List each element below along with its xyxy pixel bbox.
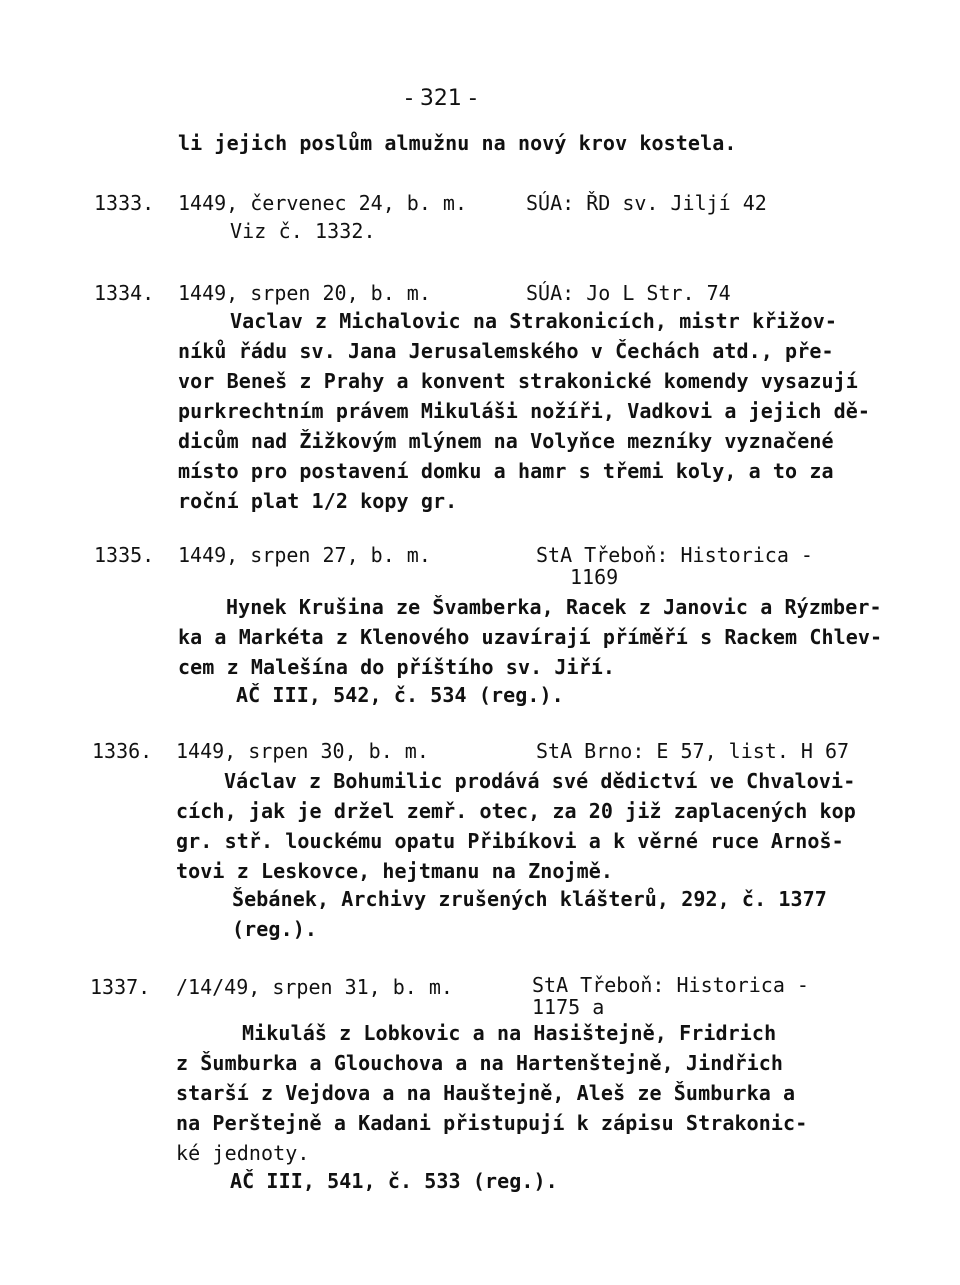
entry-text-line: starší z Vejdova a na Hauštejně, Aleš ze Šumburka a [176, 1081, 796, 1105]
entry-text-line: dicům nad Žižkovým mlýnem na Volyňce mezníky vyznačené [178, 429, 834, 453]
entry-reference: AČ III, 542, č. 534 (reg.). [236, 683, 564, 707]
entry-text-line: Václav z Bohumilic prodává své dědictví ve Chvalovi- [224, 769, 856, 793]
entry-text-line: cem z Malešína do příštího sv. Jiří. [178, 655, 616, 679]
entry-text-line: na Perštejně a Kadani přistupují k zápisu Strakonic- [176, 1111, 808, 1135]
entry-reference: AČ III, 541, č. 533 (reg.). [230, 1169, 558, 1193]
entry-reference-continued: (reg.). [232, 917, 317, 941]
entry-text-line: purkrechtním právem Mikuláši nožíři, Vadkovi a jejich dě- [178, 399, 871, 423]
entry-text-line: roční plat 1/2 kopy gr. [178, 489, 458, 513]
entry-date: 1449, srpen 27, b. m. [178, 543, 431, 567]
entry-archive-continued: 1169 [570, 565, 619, 589]
entry-archive-continued: 1175 a [532, 995, 605, 1019]
entry-number: 1335. [94, 543, 155, 567]
entry-number: 1333. [94, 191, 155, 215]
entry-text-line: Viz č. 1332. [230, 219, 376, 243]
entry-text-line: gr. stř. louckému opatu Přibíkovi a k věrné ruce Arnoš- [176, 829, 844, 853]
entry-archive: StA Třeboň: Historica - [532, 973, 809, 997]
entry-text-line: Hynek Krušina ze Švamberka, Racek z Janovic a Rýzmber- [226, 595, 882, 619]
entry-date: 1449, srpen 20, b. m. [178, 281, 431, 305]
entry-text-line: cích, jak je držel zemř. otec, za 20 již zaplacených kop [176, 799, 856, 823]
entry-archive: SÚA: ŘD sv. Jiljí 42 [526, 191, 767, 215]
entry-archive: SÚA: Jo L Str. 74 [526, 281, 731, 305]
page-number: - 321 - [405, 86, 477, 111]
entry-text-line: z Šumburka a Glouchova a na Hartenštejně, Jindřich [176, 1051, 784, 1075]
entry-text-line: níků řádu sv. Jana Jerusalemského v Čechách atd., pře- [178, 339, 834, 363]
entry-text-line: Vaclav z Michalovic na Strakonicích, mistr křižov- [230, 309, 838, 333]
entry-text-line: Mikuláš z Lobkovic a na Hasištejně, Fridrich [242, 1021, 777, 1045]
entry-text-line: ka a Markéta z Klenového uzavírají příměří s Rackem Chlev- [178, 625, 883, 649]
entry-text-line: tovi z Leskovce, hejtmanu na Znojmě. [176, 859, 614, 883]
entry-date: /14/49, srpen 31, b. m. [176, 975, 453, 999]
intro-line: li jejich poslům almužnu na nový krov kostela. [178, 131, 737, 155]
entry-text-line: ké jednoty. [176, 1141, 310, 1165]
entry-text-line: místo pro postavení domku a hamr s třemi koly, a to za [178, 459, 834, 483]
entry-date: 1449, červenec 24, b. m. [178, 191, 467, 215]
entry-text-line: vor Beneš z Prahy a konvent strakonické komendy vysazují [178, 369, 858, 393]
entry-number: 1334. [94, 281, 155, 305]
entry-number: 1336. [92, 739, 153, 763]
entry-date: 1449, srpen 30, b. m. [176, 739, 429, 763]
entry-reference: Šebánek, Archivy zrušených klášterů, 292, č. 1377 [232, 887, 827, 911]
entry-archive: StA Třeboň: Historica - [536, 543, 813, 567]
entry-number: 1337. [90, 975, 151, 999]
entry-archive: StA Brno: E 57, list. H 67 [536, 739, 850, 763]
